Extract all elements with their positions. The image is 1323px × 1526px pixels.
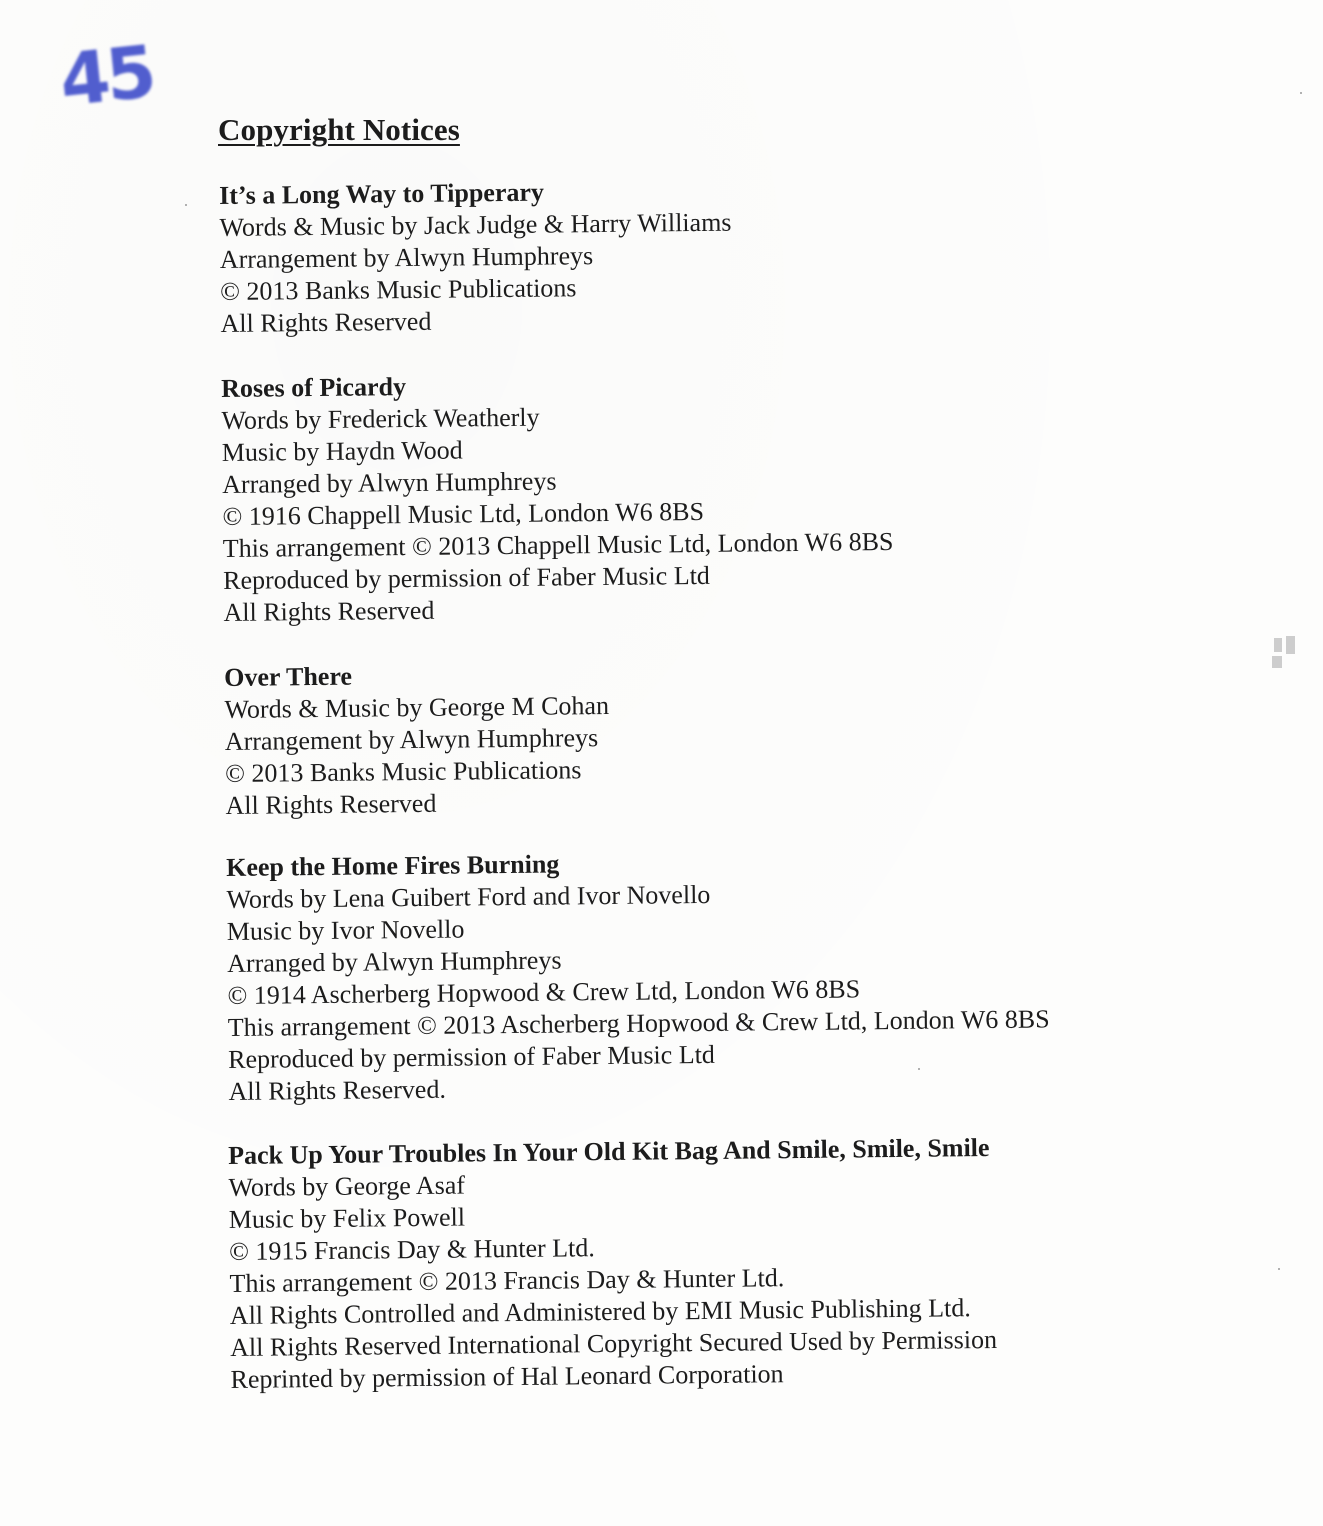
credit-line: Reproduced by permission of Faber Music Ltd: [228, 1039, 715, 1074]
credit-line: © 1915 Francis Day & Hunter Ltd.: [229, 1233, 595, 1266]
copyright-entry: [224, 658, 610, 822]
copyright-entry: [228, 1132, 998, 1396]
credit-line: All Rights Reserved: [223, 595, 435, 627]
credit-line: All Rights Reserved: [225, 788, 437, 820]
credit-line: Music by Ivor Novello: [226, 914, 465, 946]
song-title: Pack Up Your Troubles In Your Old Kit Bag And Smile, Smile, Smile: [228, 1133, 990, 1170]
credit-line: Arrangement by Alwyn Humphreys: [219, 241, 594, 274]
credit-line: All Rights Reserved: [220, 306, 432, 338]
song-title: Keep the Home Fires Burning: [226, 849, 560, 882]
credit-line: Words & Music by George M Cohan: [224, 690, 610, 724]
credit-line: Words by George Asaf: [228, 1170, 466, 1202]
credit-line: Reprinted by permission of Hal Leonard Corporation: [230, 1359, 784, 1394]
copyright-entry: [221, 366, 894, 629]
credit-line: Music by Haydn Wood: [221, 435, 463, 467]
scan-speck: [1300, 92, 1302, 94]
credit-line: Music by Felix Powell: [228, 1202, 466, 1234]
scan-speck: [918, 1068, 920, 1070]
credit-line: This arrangement © 2013 Chappell Music Ltd, London W6 8BS: [222, 526, 894, 563]
scan-speck: [1278, 1268, 1280, 1270]
credit-line: Arranged by Alwyn Humphreys: [227, 945, 562, 978]
credit-line: Words by Frederick Weatherly: [221, 402, 540, 435]
copyright-entry: [226, 843, 1050, 1108]
credit-line: Reproduced by permission of Faber Music Ltd: [223, 560, 710, 595]
credit-line: Words by Lena Guibert Ford and Ivor Novello: [226, 879, 711, 914]
credit-line: © 2013 Banks Music Publications: [220, 273, 577, 306]
song-title: It’s a Long Way to Tipperary: [219, 177, 545, 210]
credit-line: All Rights Reserved International Copyright Secured Used by Permission: [230, 1324, 998, 1362]
credit-line: All Rights Reserved.: [228, 1074, 447, 1106]
credit-line: Arranged by Alwyn Humphreys: [222, 466, 557, 499]
copyright-entry: [219, 175, 733, 340]
credit-line: This arrangement © 2013 Ascherberg Hopwood & Crew Ltd, London W6 8BS: [227, 1004, 1050, 1042]
song-title: Roses of Picardy: [221, 372, 407, 403]
scan-speck: [185, 204, 187, 206]
credit-line: © 1916 Chappell Music Ltd, London W6 8BS: [222, 496, 705, 531]
credit-line: Words & Music by Jack Judge & Harry Williams: [219, 207, 732, 242]
credit-line: This arrangement © 2013 Francis Day & Hunter Ltd.: [229, 1263, 785, 1298]
credit-line: © 2013 Banks Music Publications: [225, 755, 582, 788]
song-title: Over There: [224, 661, 353, 692]
credit-line: © 1914 Ascherberg Hopwood & Crew Ltd, London W6 8BS: [227, 974, 861, 1010]
handwritten-page-number: 45: [55, 29, 157, 123]
credit-line: Arrangement by Alwyn Humphreys: [224, 723, 599, 756]
credit-line: All Rights Controlled and Administered by EMI Music Publishing Ltd.: [229, 1293, 971, 1330]
page-title: Copyright Notices: [218, 112, 460, 147]
scan-smudge: [1270, 630, 1310, 680]
